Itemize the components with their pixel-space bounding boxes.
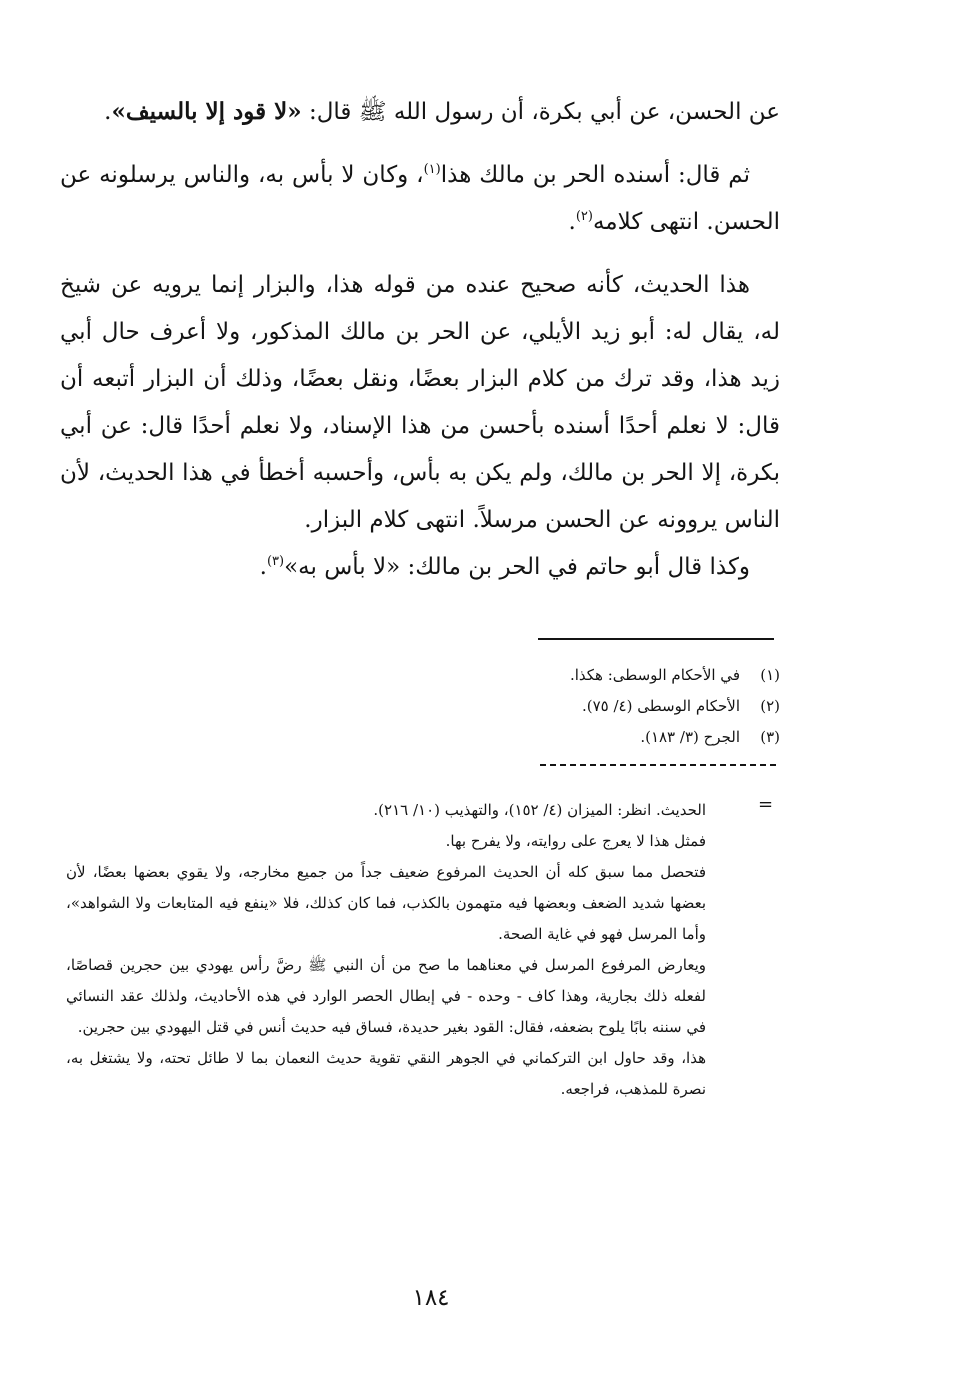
- paragraph-1-end: .: [104, 99, 112, 125]
- footnote-ref-1[interactable]: (١): [423, 162, 441, 177]
- continued-paragraph: فمثل هذا لا يعرج على روايته، ولا يفرح بها.: [445, 832, 706, 850]
- continued-paragraph: فتحصل مما سبق كله أن الحديث المرفوع ضعيف جداً من جميع مخارجه، ولا يقوي بعضها بعضًا، لأن بعضها شديد الضعف وبعضها فيه متهمون بالكذب، فما كان كذلك، فلا «ينفع فيه المتابعات ولا الشواهد»، وأما المرسل فهو في غاية الصحة.: [66, 863, 706, 943]
- continued-footnote: [66, 795, 706, 1105]
- footnotes: [380, 660, 780, 753]
- footnote-text: الجرح (٣/ ١٨٣).: [640, 728, 740, 746]
- paragraph-2-text-a: ثم قال: أسنده الحر بن مالك هذا: [440, 162, 751, 188]
- footnote-number: (٣): [760, 728, 780, 746]
- paragraph-2-end: .: [568, 209, 576, 235]
- paragraph-4: [60, 544, 780, 591]
- footnote-separator: [538, 638, 774, 640]
- quote: «لا بأس به»: [284, 554, 401, 580]
- footnote-3: [380, 722, 780, 753]
- paragraph-1-text: عن الحسن، عن أبي بكرة، أن رسول الله ﷺ قال:: [301, 99, 780, 125]
- footnote-ref-3[interactable]: (٣): [266, 554, 285, 569]
- footnote-number: (١): [760, 666, 780, 684]
- paragraph-2-text-b: ، وكان لا بأس به، والناس يرسلونه عن الحسن. انتهى كلامه: [60, 162, 780, 235]
- continued-paragraph: الحديث. انظر: الميزان (٤/ ١٥٢)، والتهذيب (١٠/ ٢١٦).: [373, 801, 706, 819]
- footnote-text: في الأحكام الوسطى: هكذا.: [569, 666, 740, 684]
- paragraph-2: [60, 152, 780, 246]
- continuation-separator: [540, 764, 776, 766]
- page-number: ١٨٤: [412, 1285, 450, 1311]
- footnote-1: [380, 660, 780, 691]
- main-text: [60, 88, 780, 591]
- continued-paragraph: هذا، وقد حاول ابن التركماني في الجوهر النقي تقوية حديث النعمان بما لا طائل تحته، ولا يشتغل به، نصرة للمذهب، فراجعه.: [66, 1049, 706, 1098]
- footnote-2: [380, 691, 780, 722]
- footnote-ref-2[interactable]: (٢): [575, 209, 593, 224]
- footnote-text: الأحكام الوسطى (٤/ ٧٥).: [581, 697, 740, 715]
- continued-paragraph: ويعارض المرفوع المرسل في معناهما ما صح من أن النبي ﷺ رضَّ رأس يهودي بين حجرين قصاصًا، لفعله ذلك بجارية، وهذا كاف - وحده - في إبطال الحصر الوارد في هذه الأحاديث، ولذلك عقد النسائي في سننه بابًا يلوح بضعفه، فقال: القود بغير حديدة، فساق فيه حديث أنس في قتل اليهودي بين حجرين.: [66, 956, 706, 1036]
- hadith-quote: «لا قود إلا بالسيف»: [111, 98, 302, 125]
- footnote-number: (٢): [760, 697, 780, 715]
- paragraph-3: هذا الحديث، كأنه صحيح عنده من قوله هذا، والبزار إنما يرويه عن شيخ له، يقال له: أبو زيد الأيلي، عن الحر بن مالك المذكور، ولا أعرف حال أبي زيد هذا، وقد ترك من كلام البزار بعضًا، ونقل بعضًا، وذلك أن البزار أتبعه أن قال: لا نعلم أحدًا أسنده بأحسن من هذا الإسناد، ولا نعلم أحدًا قال: عن أبي بكرة، إلا الحر بن مالك، ولم يكن به بأس، وأحسبه أخطأ في هذا الحديث، لأن الناس يروونه عن الحسن مرسلاً. انتهى كلام البزار.: [60, 272, 780, 533]
- paragraph-1: [60, 88, 780, 136]
- paragraph-4-text: وكذا قال أبو حاتم في الحر بن مالك:: [400, 554, 750, 580]
- continuation-marker: =: [758, 794, 774, 815]
- paragraph-4-end: .: [259, 554, 267, 580]
